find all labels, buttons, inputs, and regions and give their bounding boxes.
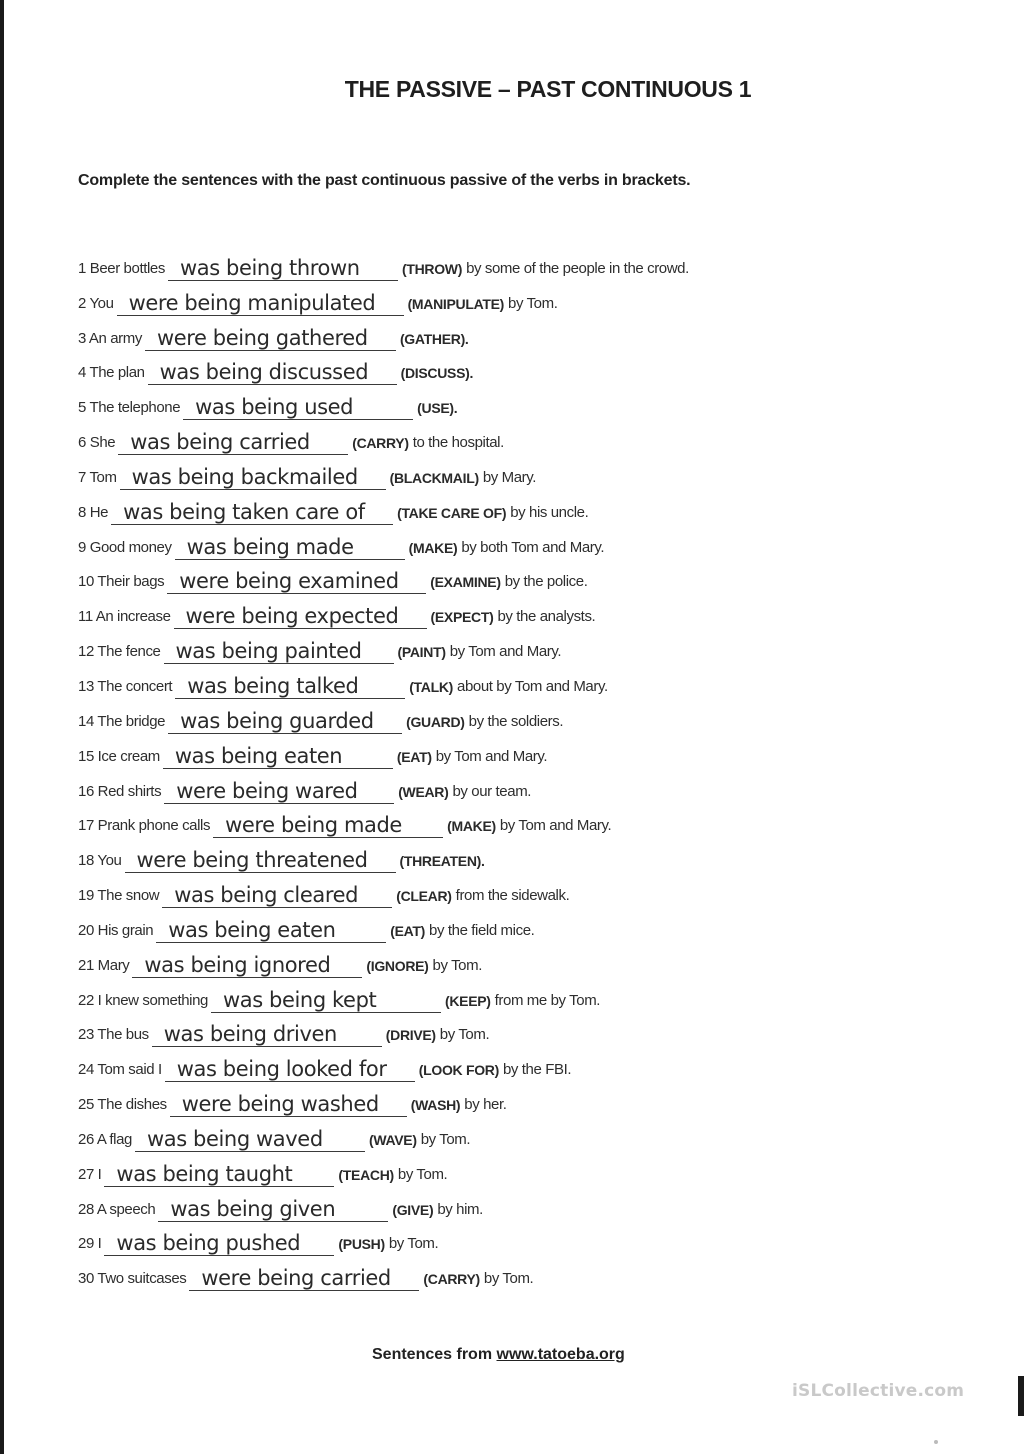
sentence-row [78, 1152, 689, 1187]
answer-blank[interactable] [189, 1260, 419, 1291]
handwritten-answer: was being driven [163, 1022, 337, 1047]
answer-blank[interactable] [175, 529, 405, 560]
answer-blank[interactable] [111, 494, 393, 525]
sentence-row [78, 1013, 689, 1048]
sentence-prefix: 13 The concert [78, 677, 173, 695]
sentence-ending: to the hospital. [412, 434, 504, 452]
sentence-prefix: 6 She [78, 434, 116, 452]
answer-blank[interactable] [158, 1191, 388, 1222]
sentence-ending: by both Tom and Mary. [461, 538, 605, 556]
sentence-ending: by Tom and Mary. [499, 817, 612, 835]
verb-in-brackets: (EAT) [396, 748, 432, 765]
sentence-prefix: 26 A flag [78, 1130, 132, 1148]
source-label: Sentences from [372, 1346, 493, 1363]
sentence-prefix: 11 An increase [78, 608, 171, 626]
answer-blank[interactable] [164, 633, 394, 664]
handwritten-answer: were being wared [176, 778, 358, 803]
verb-in-brackets: (IGNORE) [366, 957, 429, 974]
page-right-edge-mark [1018, 1376, 1024, 1416]
handwritten-answer: was being backmailed [131, 464, 358, 489]
sentence-line [78, 735, 547, 769]
sentence-line [78, 421, 504, 455]
handwritten-answer: was being cleared [174, 883, 359, 908]
verb-in-brackets: (WEAR) [398, 783, 449, 800]
sentence-prefix: 24 Tom said I [78, 1061, 162, 1079]
sentence-line [78, 665, 608, 699]
sentence-ending: by Tom and Mary. [435, 747, 548, 765]
sentence-ending: by Tom. [439, 1026, 490, 1044]
sentence-prefix: 23 The bus [78, 1026, 149, 1044]
handwritten-answer: was being guarded [180, 708, 374, 733]
sentence-prefix: 30 Two suitcases [78, 1270, 187, 1288]
sentence-line [78, 1013, 489, 1047]
sentence-prefix: 19 The snow [78, 887, 160, 905]
handwritten-answer: were being manipulated [128, 290, 376, 315]
sentence-row [78, 664, 689, 699]
verb-in-brackets: (TAKE CARE OF) [397, 504, 507, 521]
handwritten-answer: were being threatened [136, 848, 368, 873]
sentence-line [78, 804, 611, 838]
sentence-prefix: 1 Beer bottles [78, 259, 165, 277]
answer-blank[interactable] [104, 1156, 334, 1187]
sentence-line [78, 630, 561, 664]
sentence-row [78, 1256, 689, 1291]
sentence-prefix: 3 An army [78, 329, 142, 347]
sentence-prefix: 17 Prank phone calls [78, 817, 211, 835]
sentence-row [78, 594, 689, 629]
sentence-line [78, 595, 595, 629]
verb-in-brackets: (LOOK FOR) [418, 1062, 499, 1079]
sentence-row [78, 804, 689, 839]
sentence-ending: by some of the people in the crowd. [466, 259, 689, 277]
sentence-prefix: 16 Red shirts [78, 782, 162, 800]
answer-blank[interactable] [104, 1225, 334, 1256]
sentence-prefix: 27 I [78, 1165, 102, 1183]
sentence-line [78, 282, 557, 316]
watermark-logo: iSLCollective.com [792, 1381, 965, 1401]
handwritten-answer: was being waved [146, 1126, 323, 1151]
sentence-row [78, 1082, 689, 1117]
handwritten-answer: was being ignored [144, 952, 331, 977]
sentence-ending: by Tom. [388, 1235, 439, 1253]
verb-in-brackets: (CARRY) [352, 435, 409, 452]
sentence-ending: by the FBI. [502, 1061, 572, 1079]
verb-in-brackets: (USE). [417, 400, 458, 417]
handwritten-answer: was being eaten [168, 917, 336, 942]
verb-in-brackets: (THROW) [401, 260, 463, 277]
verb-in-brackets: (KEEP) [444, 992, 491, 1009]
verb-in-brackets: (WAVE) [368, 1131, 417, 1148]
verb-in-brackets: (MAKE) [408, 539, 458, 556]
answer-blank[interactable] [168, 250, 398, 281]
sentence-row [78, 873, 689, 908]
sentence-line [78, 1188, 483, 1222]
answer-blank[interactable] [148, 354, 397, 385]
handwritten-answer: were being carried [201, 1266, 391, 1291]
sentence-ending: by Tom and Mary. [449, 643, 562, 661]
sentence-prefix: 8 He [78, 503, 109, 521]
sentence-row [78, 908, 689, 943]
verb-in-brackets: (MAKE) [447, 818, 496, 835]
sentence-ending: by his uncle. [510, 503, 589, 521]
handwritten-answer: were being expected [185, 604, 399, 629]
verb-in-brackets: (EAT) [390, 922, 426, 939]
sentence-prefix: 21 Mary [78, 956, 130, 974]
sentence-line [78, 386, 457, 420]
worksheet-title: THE PASSIVE – PAST CONTINUOUS 1 [344, 76, 752, 102]
handwritten-answer: was being pushed [116, 1231, 301, 1256]
verb-in-brackets: (PUSH) [338, 1236, 385, 1253]
sentence-line [78, 247, 689, 281]
sentence-row [78, 943, 689, 978]
sentence-ending: by the soldiers. [468, 712, 564, 730]
sentence-row [78, 525, 689, 560]
sentence-line [78, 1118, 470, 1152]
sentence-prefix: 5 The telephone [78, 399, 181, 417]
sentence-ending: from me by Tom. [494, 991, 601, 1009]
sentence-ending: by our team. [452, 782, 532, 800]
answer-blank[interactable] [152, 1016, 382, 1047]
verb-in-brackets: (TALK) [409, 678, 453, 695]
handwritten-answer: was being used [195, 395, 354, 420]
sentence-line [78, 839, 485, 873]
sentence-line [78, 526, 604, 560]
sentence-line [78, 1257, 533, 1291]
sentence-ending: by Tom. [483, 1270, 534, 1288]
sentence-ending: by Tom. [397, 1165, 448, 1183]
sentence-row [78, 560, 689, 595]
sentence-row [78, 629, 689, 664]
source-credit [372, 1346, 625, 1364]
handwritten-answer: was being discussed [159, 360, 369, 385]
answer-blank[interactable] [211, 982, 441, 1013]
sentence-ending: by the field mice. [429, 921, 535, 939]
handwritten-answer: was being carried [130, 430, 310, 455]
sentence-line [78, 491, 588, 525]
sentence-prefix: 18 You [78, 852, 122, 870]
sentence-line [78, 560, 587, 594]
sentence-ending: by Tom. [432, 956, 482, 974]
sentence-line [78, 1083, 507, 1117]
answer-blank[interactable] [170, 1086, 407, 1117]
answer-blank[interactable] [213, 807, 443, 838]
sentence-ending: by Tom. [508, 294, 558, 312]
answer-blank[interactable] [145, 320, 396, 351]
handwritten-answer: was being taught [116, 1161, 293, 1186]
handwritten-answer: were being made [225, 813, 402, 838]
verb-in-brackets: (CLEAR) [396, 888, 452, 905]
sentence-line [78, 909, 534, 943]
answer-blank[interactable] [175, 668, 405, 699]
verb-in-brackets: (MANIPULATE) [407, 295, 505, 312]
answer-blank[interactable] [165, 1051, 415, 1082]
sentence-row [78, 385, 689, 420]
handwritten-answer: was being looked for [176, 1057, 387, 1082]
handwritten-answer: was being given [170, 1196, 336, 1221]
sentence-row [78, 420, 689, 455]
sentence-line [78, 456, 536, 490]
sentence-row [78, 455, 689, 490]
sentence-row [78, 838, 689, 873]
answer-blank[interactable] [117, 285, 404, 316]
sentence-row [78, 734, 689, 769]
verb-in-brackets: (DISCUSS). [400, 365, 474, 382]
sentence-prefix: 10 Their bags [78, 573, 165, 591]
verb-in-brackets: (WASH) [410, 1097, 461, 1114]
handwritten-answer: was being painted [175, 639, 362, 664]
sentence-row [78, 1187, 689, 1222]
sentence-prefix: 22 I knew something [78, 991, 208, 1009]
sentence-ending: about by Tom and Mary. [457, 677, 608, 695]
verb-in-brackets: (BLACKMAIL) [389, 469, 479, 486]
handwritten-answer: was being taken care of [123, 499, 365, 524]
answer-blank[interactable] [156, 912, 386, 943]
handwritten-answer: was being thrown [179, 255, 360, 280]
sentence-ending: by her. [464, 1096, 507, 1114]
answer-blank[interactable] [163, 738, 393, 769]
answer-blank[interactable] [167, 563, 426, 594]
verb-in-brackets: (TEACH) [338, 1166, 394, 1183]
answer-blank[interactable] [183, 389, 413, 420]
handwritten-answer: were being examined [179, 569, 399, 594]
page-left-border [0, 0, 4, 1454]
verb-in-brackets: (EXPECT) [430, 609, 494, 626]
sentence-row [78, 1047, 689, 1082]
sentence-prefix: 9 Good money [78, 538, 172, 556]
sentence-prefix: 7 Tom [78, 468, 117, 486]
sentence-prefix: 25 The dishes [78, 1096, 167, 1114]
verb-in-brackets: (EXAMINE) [430, 574, 501, 591]
sentence-ending: by Mary. [482, 468, 537, 486]
sentence-line [78, 700, 563, 734]
sentence-line [78, 874, 569, 908]
answer-blank[interactable] [135, 1121, 365, 1152]
sentence-prefix: 2 You [78, 294, 114, 312]
sentence-ending: by Tom. [420, 1130, 471, 1148]
answer-blank[interactable] [132, 947, 362, 978]
answer-blank[interactable] [174, 598, 427, 629]
sentence-row [78, 351, 689, 386]
answer-blank[interactable] [162, 877, 392, 908]
sentence-prefix: 12 The fence [78, 643, 161, 661]
answer-blank[interactable] [118, 424, 348, 455]
sentence-line [78, 979, 600, 1013]
sentence-prefix: 29 I [78, 1235, 102, 1253]
sentence-row [78, 490, 689, 525]
sentence-row [78, 246, 689, 281]
handwritten-answer: was being eaten [174, 743, 343, 768]
sentence-row [78, 1117, 689, 1152]
sentence-ending: by him. [437, 1200, 483, 1218]
sentence-prefix: 20 His grain [78, 921, 154, 939]
sentence-ending: by the police. [504, 573, 588, 591]
decorative-dot [934, 1440, 938, 1444]
verb-in-brackets: (PAINT) [397, 644, 446, 661]
handwritten-answer: was being talked [187, 673, 359, 698]
answer-blank[interactable] [168, 703, 402, 734]
verb-in-brackets: (GATHER). [399, 330, 469, 347]
verb-in-brackets: (CARRY) [423, 1271, 480, 1288]
sentence-row [78, 978, 689, 1013]
answer-blank[interactable] [120, 459, 386, 490]
source-link[interactable]: www.tatoeba.org [496, 1346, 625, 1363]
handwritten-answer: were being washed [181, 1092, 379, 1117]
sentence-line [78, 944, 482, 978]
handwritten-answer: was being kept [222, 987, 377, 1012]
sentence-row [78, 769, 689, 804]
sentence-line [78, 351, 473, 385]
sentence-prefix: 28 A speech [78, 1200, 156, 1218]
verb-in-brackets: (THREATEN). [399, 853, 485, 870]
answer-blank[interactable] [125, 842, 396, 873]
sentence-line [78, 317, 469, 351]
sentence-prefix: 4 The plan [78, 364, 145, 382]
sentence-line [78, 1153, 447, 1187]
sentence-row [78, 281, 689, 316]
sentence-row [78, 699, 689, 734]
sentence-row [78, 1222, 689, 1257]
sentence-line [78, 1048, 571, 1082]
sentence-prefix: 14 The bridge [78, 712, 166, 730]
answer-blank[interactable] [164, 773, 394, 804]
sentence-list [78, 246, 689, 1291]
verb-in-brackets: (GIVE) [392, 1201, 434, 1218]
worksheet-instructions: Complete the sentences with the past continuous passive of the verbs in brackets. [78, 172, 691, 189]
verb-in-brackets: (GUARD) [406, 713, 465, 730]
sentence-row [78, 316, 689, 351]
sentence-line [78, 1222, 438, 1256]
sentence-ending: by the analysts. [497, 608, 596, 626]
sentence-ending: from the sidewalk. [455, 887, 570, 905]
sentence-line [78, 770, 531, 804]
handwritten-answer: were being gathered [156, 325, 368, 350]
handwritten-answer: was being made [186, 534, 354, 559]
verb-in-brackets: (DRIVE) [385, 1027, 436, 1044]
sentence-prefix: 15 Ice cream [78, 747, 160, 765]
